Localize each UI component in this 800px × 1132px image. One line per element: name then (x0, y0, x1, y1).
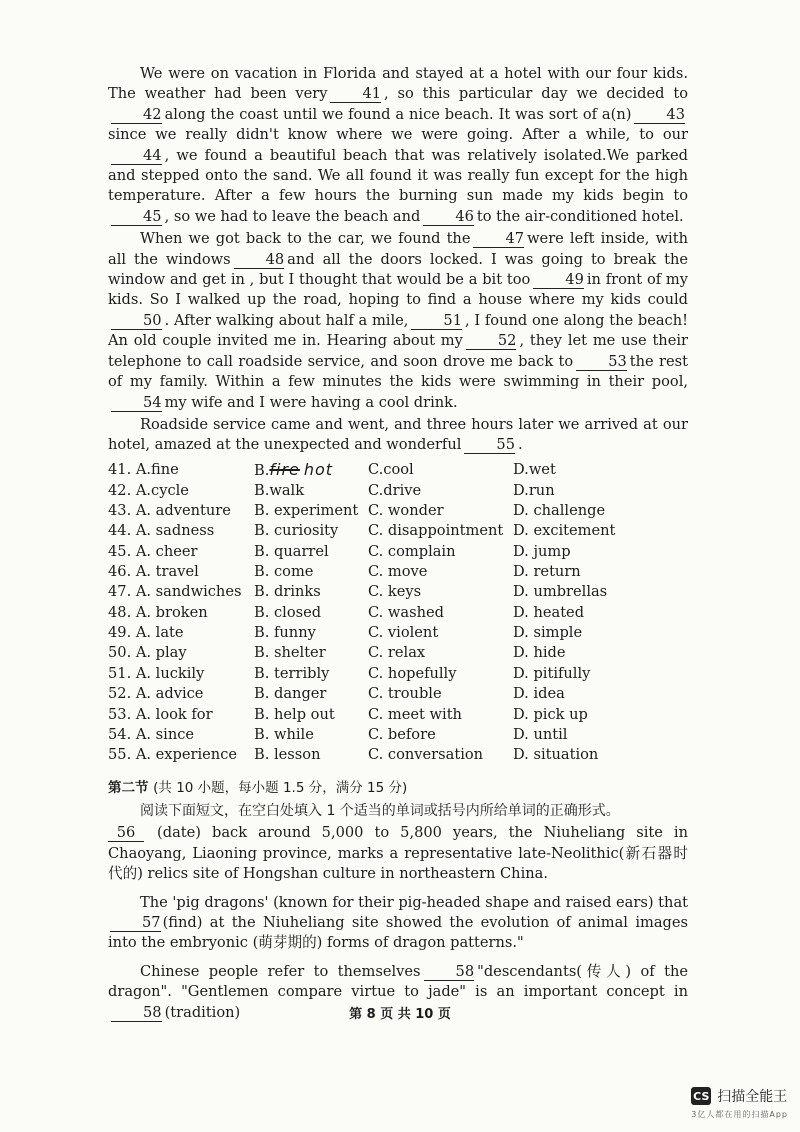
option-cell: D. excitement (513, 522, 616, 540)
blank-58b: 58 (111, 1005, 162, 1022)
option-cell: B. drinks (254, 583, 321, 601)
section-2-instruction: 阅读下面短文，在空白处填入 1 个适当的单词或括号内所给单词的正确形式。 (140, 802, 620, 819)
option-row (108, 521, 683, 541)
text: were left inside, with all the windows (108, 230, 688, 268)
option-cell: 46. A. travel (108, 563, 199, 581)
blank-55: 55 (464, 437, 515, 454)
option-cell: D. pick up (513, 705, 588, 723)
option-row (108, 684, 683, 704)
text: , they let me use their telephone to call roadside service, and soon drove me back to (108, 332, 688, 370)
option-cell: D. return (513, 563, 581, 581)
section-2-paragraph-1 (108, 823, 688, 884)
option-cell: C. meet with (368, 705, 462, 723)
option-cell: C. wonder (368, 502, 444, 520)
blank-57: 57 (110, 915, 161, 932)
option-row (108, 745, 683, 765)
option-cell: B. help out (254, 705, 335, 723)
text: along the coast until we found a nice beach. It was sort of a(n) (164, 105, 632, 123)
option-cell: D. heated (513, 603, 585, 621)
text: my wife and I were having a cool drink. (164, 393, 458, 411)
text: (tradition) (164, 1003, 241, 1021)
watermark-name: 扫描全能王 (717, 1089, 788, 1105)
exam-page (108, 64, 688, 1023)
option-cell: D. until (513, 725, 568, 743)
option-cell: B. funny (254, 624, 316, 642)
option-cell: C. hopefully (368, 664, 457, 682)
option-row (108, 622, 683, 642)
page-footer: 第 8 页 共 10 页 (349, 1007, 451, 1022)
option-cell: 49. A. late (108, 624, 184, 642)
option-cell: C. trouble (368, 685, 442, 703)
passage-paragraph-2 (108, 229, 688, 413)
text: . After walking about half a mile, (164, 311, 409, 329)
option-cell: 41. A.fine (108, 461, 179, 479)
option-cell: 42. A.cycle (108, 481, 189, 499)
text: , we found a beautiful beach that was relatively isolated.We parked and stepped onto the sand. We all found it was really fun except for the high temperature. After a few hours the burning sun made my kids begin to (108, 146, 688, 205)
option-cell: 50. A. play (108, 644, 187, 662)
handwritten-answer: hot (303, 460, 334, 480)
option-cell: 43. A. adventure (108, 502, 231, 520)
option-cell: C. violent (368, 624, 439, 642)
option-cell: 52. A. advice (108, 685, 204, 703)
options-table (108, 460, 683, 765)
option-cell: 47. A. sandwiches (108, 583, 242, 601)
option-cell: 44. A. sadness (108, 522, 215, 540)
text: Chinese people refer to themselves (140, 962, 421, 980)
text: since we really didn't know where we were going. After a while, to our (108, 126, 688, 144)
crossed-out-handwriting: fire (269, 460, 300, 480)
option-cell: B.fire hot (254, 460, 334, 480)
option-cell: D.run (513, 481, 555, 499)
option-row (108, 704, 683, 724)
option-cell: D. pitifully (513, 664, 591, 682)
watermark-tagline: 3亿人都在用的扫描App (691, 1110, 788, 1119)
option-cell: D. challenge (513, 502, 606, 520)
blank-41: 41 (330, 86, 381, 103)
option-cell: C. complain (368, 542, 456, 560)
text: "descendants(传人) of the dragon". "Gentlemen compare virtue to jade" is an important concept in (108, 962, 688, 1001)
option-cell: D. simple (513, 624, 583, 642)
option-cell: C. keys (368, 583, 422, 601)
option-cell: C. washed (368, 603, 444, 621)
option-cell: D.wet (513, 461, 556, 479)
option-row (108, 541, 683, 561)
option-cell: B. danger (254, 685, 327, 703)
option-cell: D. umbrellas (513, 583, 608, 601)
option-cell: D. situation (513, 746, 599, 764)
option-cell: B. lesson (254, 746, 321, 764)
option-cell: D. hide (513, 644, 566, 662)
blank-42: 42 (111, 107, 162, 124)
blank-56: 56 (108, 825, 144, 842)
option-cell: C. before (368, 725, 436, 743)
option-cell: C. relax (368, 644, 426, 662)
option-cell: D. jump (513, 542, 571, 560)
option-cell: B.walk (254, 481, 305, 499)
blank-44: 44 (111, 148, 162, 165)
blank-50: 50 (111, 313, 162, 330)
camscanner-logo-icon: CS (691, 1087, 711, 1105)
option-row (108, 602, 683, 622)
text: Roadside service came and went, and three hours later we arrived at our hotel, amazed at the unexpected and wonderful (108, 415, 688, 454)
blank-48: 48 (234, 252, 285, 269)
option-row (108, 480, 683, 500)
blank-45: 45 (111, 209, 162, 226)
option-cell: D. idea (513, 685, 565, 703)
scanner-watermark (691, 1086, 788, 1120)
text: the rest of my family. Within a few minutes the kids were swimming in their pool, (108, 352, 688, 391)
blank-47: 47 (473, 231, 524, 248)
section-2-heading (108, 777, 688, 799)
blank-53: 53 (576, 354, 627, 371)
text: When we got back to the car, we found the (140, 230, 471, 248)
passage-paragraph-3 (108, 415, 688, 456)
option-row (108, 460, 683, 480)
option-cell: B. while (254, 725, 314, 743)
option-cell: B. closed (254, 603, 322, 621)
option-cell: 48. A. broken (108, 603, 208, 621)
text: , I found one along the beach! An old couple invited me in. Hearing about my (108, 311, 688, 350)
text: We were on vacation in Florida and stayed at a hotel with our four kids. The weather had been very (108, 65, 688, 103)
option-cell: B. terribly (254, 664, 330, 682)
text: and all the doors locked. I was going to break the window and get in , but I thought that would be a bit too (108, 250, 688, 289)
option-cell: 53. A. look for (108, 705, 213, 723)
option-cell: C. conversation (368, 746, 484, 764)
section-title: 第二节 (108, 779, 149, 796)
section-note: (共 10 小题，每小题 1.5 分，满分 15 分) (153, 779, 408, 796)
option-row (108, 663, 683, 683)
text: The 'pig dragons' (known for their pig-headed shape and raised ears) that (140, 893, 689, 911)
option-row (108, 500, 683, 520)
option-cell: 45. A. cheer (108, 542, 198, 560)
option-row (108, 561, 683, 581)
option-cell: C. disappointment (368, 522, 504, 540)
option-cell: 54. A. since (108, 725, 195, 743)
option-cell: B. shelter (254, 644, 326, 662)
option-cell: 55. A. experience (108, 746, 237, 764)
option-row (108, 643, 683, 663)
option-cell: C. move (368, 563, 428, 581)
blank-43: 43 (634, 107, 685, 124)
option-row (108, 582, 683, 602)
option-cell: B. come (254, 563, 314, 581)
text: in front of my kids. So I walked up the road, hoping to find a house where my kids could (108, 271, 688, 309)
text: to the air-conditioned hotel. (476, 207, 684, 225)
option-cell: C.drive (368, 481, 422, 499)
blank-46: 46 (423, 209, 474, 226)
blank-49: 49 (533, 272, 584, 289)
section-2-paragraph-2 (108, 893, 688, 954)
blank-54: 54 (111, 395, 162, 412)
option-cell: B. quarrel (254, 542, 329, 560)
text: , so this particular day we decided to (384, 85, 689, 103)
option-cell: 51. A. luckily (108, 664, 205, 682)
option-cell: B. experiment (254, 502, 359, 520)
text: , so we had to leave the beach and (164, 207, 421, 225)
text: (date) back around 5,000 to 5,800 years, the Niuheliang site in Chaoyang, Liaoning province, marks a representative late-Neolithic(新石器时代的) relics site of Hongshan culture in northeastern China. (108, 824, 689, 883)
passage-paragraph-1 (108, 64, 688, 227)
option-cell: B. curiosity (254, 522, 339, 540)
blank-58: 58 (424, 964, 475, 981)
blank-52: 52 (466, 333, 517, 350)
text: (find) at the Niuheliang site showed the evolution of animal images into the embryonic (萌芽期的) forms of dragon patterns." (108, 913, 688, 952)
option-row (108, 724, 683, 744)
option-cell: C.cool (368, 461, 414, 479)
text: . (517, 436, 523, 454)
blank-51: 51 (411, 313, 462, 330)
